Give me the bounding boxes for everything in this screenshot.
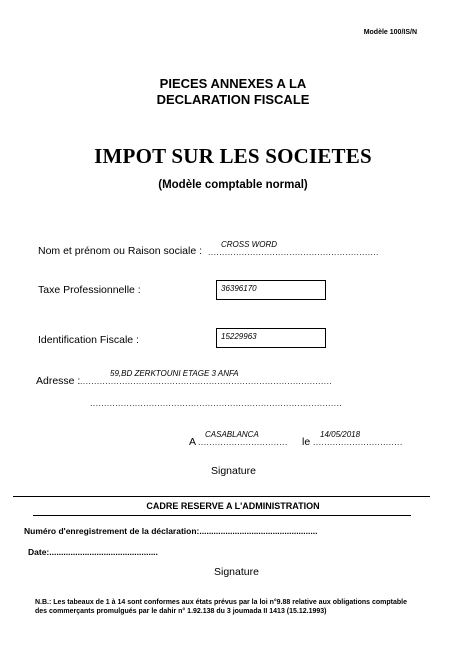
registration-row xyxy=(24,526,317,536)
tp-field[interactable] xyxy=(216,280,326,300)
admin-date-row xyxy=(28,547,158,557)
annex-title-line1: PIECES ANNEXES A LA xyxy=(159,76,307,91)
name-dots: ............................................................. xyxy=(208,247,379,257)
place-prefix: A xyxy=(189,436,197,448)
if-value: 15229963 xyxy=(221,332,257,341)
page-subtitle: (Modèle comptable normal) xyxy=(158,179,308,191)
admin-signature-label: Signature xyxy=(214,566,259,578)
address-dots-1: .......................................................................................... xyxy=(80,376,333,386)
address-label: Adresse : xyxy=(36,375,81,387)
address-value[interactable]: 59,BD ZERKTOUNI ETAGE 3 ANFA xyxy=(110,369,239,378)
admin-title-underline xyxy=(33,515,411,516)
name-value[interactable]: CROSS WORD xyxy=(221,240,277,249)
section-divider xyxy=(13,496,430,497)
address-dots-2: .......................................................................................... xyxy=(90,398,343,408)
date-value[interactable]: 14/05/2018 xyxy=(320,430,361,439)
if-label: Identification Fiscale : xyxy=(38,334,139,346)
date-dots: ................................ xyxy=(313,437,403,447)
tp-value: 36396170 xyxy=(221,284,257,293)
registration-dots[interactable]: .................................................. xyxy=(199,526,318,536)
signature-label: Signature xyxy=(211,465,256,477)
legal-note: N.B.: Les tabeaux de 1 à 14 sont conformes aux états prévus par la loi n°9.88 relative aux obligations comptable des commerçants promulgués par le dahir n° 1.92.138 du 3 joumada II 1413 (15.12.1993) xyxy=(35,599,407,615)
tp-label: Taxe Professionnelle : xyxy=(38,284,141,296)
annex-title-line2: DECLARATION FISCALE xyxy=(156,92,310,107)
annex-title xyxy=(0,76,466,108)
admin-date-label: Date: xyxy=(28,547,50,557)
registration-label: Numéro d'enregistrement de la déclaration: xyxy=(24,526,200,536)
place-value[interactable]: CASABLANCA xyxy=(205,430,259,439)
if-field[interactable] xyxy=(216,328,326,348)
admin-title: CADRE RESERVE A L'ADMINISTRATION xyxy=(146,501,320,511)
date-prefix: le xyxy=(302,436,311,448)
admin-date-dots[interactable]: .............................................. xyxy=(49,547,158,557)
place-dots: ................................ xyxy=(198,437,288,447)
name-label: Nom et prénom ou Raison sociale : xyxy=(38,245,202,257)
page-title: IMPOT SUR LES SOCIETES xyxy=(94,144,372,168)
model-code: Modèle 100/IS/N xyxy=(363,29,417,36)
